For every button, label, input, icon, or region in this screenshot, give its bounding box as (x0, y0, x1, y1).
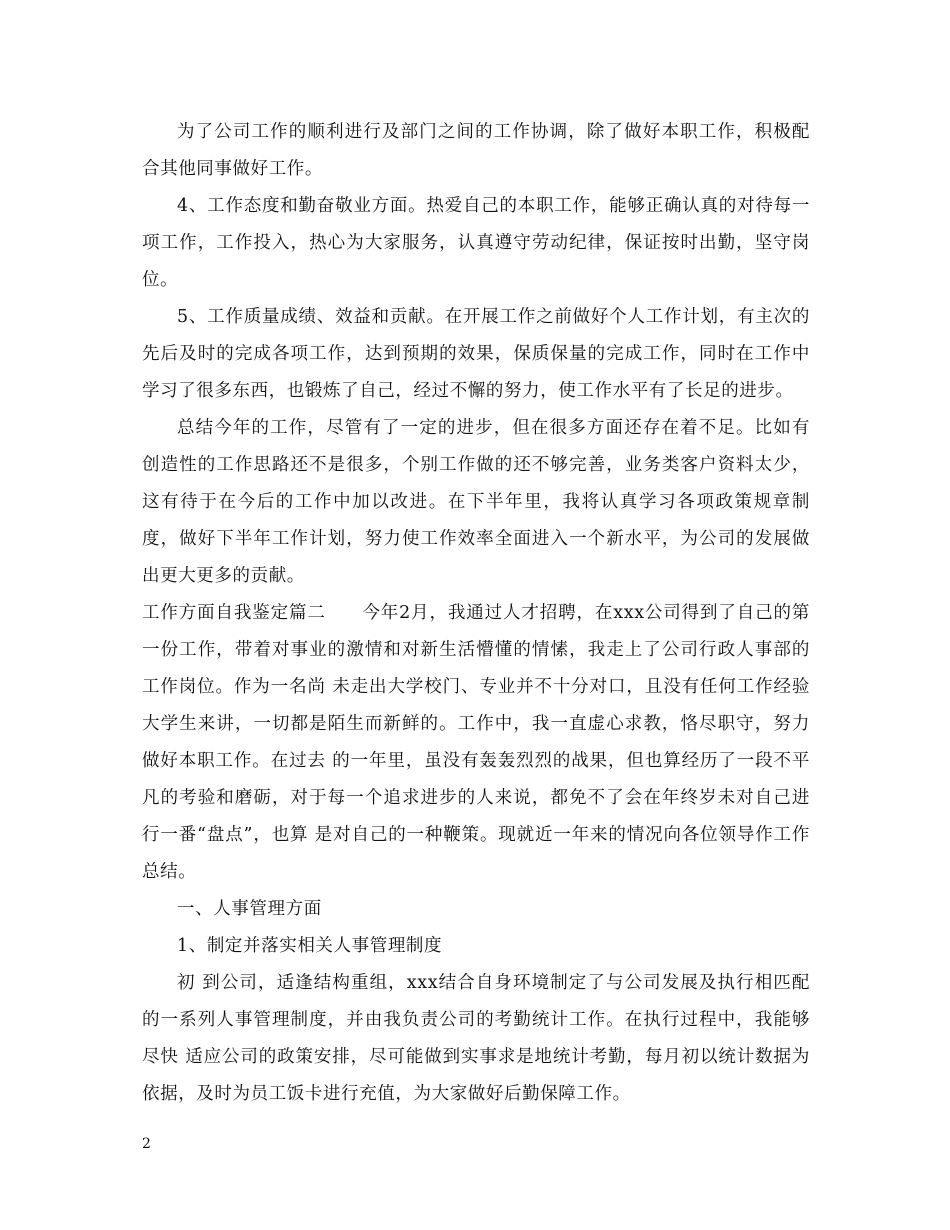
paragraph-3: 5、工作质量成绩、效益和贡献。在开展工作之前做好个人工作计划，有主次的先后及时的完成各项工作，达到预期的效果，保质保量的完成工作，同时在工作中学习了很多东西，也锻炼了自己，经过不懈的努力，使工作水平有了长足的进步。 (142, 307, 810, 401)
section-heading: 一、人事管理方面 (177, 899, 322, 919)
page-number: 2 (142, 1136, 151, 1152)
paragraph-6: 初 到公司，适逢结构重组，xxx结合自身环境制定了与公司发展及执行相匹配的一系列人事管理制度，并由我负责公司的考勤统计工作。在执行过程中，我能够尽快 适应公司的政策安排，尽可能做到实事求是地统计考勤，每月初以统计数据为依据，及时为员工饭卡进行充值，为大家做好后勤保障工作。 (142, 973, 810, 1104)
paragraph-2: 4、工作态度和勤奋敬业方面。热爱自己的本职工作，能够正确认真的对待每一项工作，工作投入，热心为大家服务，认真遵守劳动纪律，保证按时出勤，坚守岗位。 (142, 196, 810, 290)
subsection-heading: 1、制定并落实相关人事管理制度 (177, 936, 443, 956)
paragraph-4: 总结今年的工作，尽管有了一定的进步，但在很多方面还存在着不足。比如有创造性的工作思路还不是很多，个别工作做的还不够完善，业务类客户资料太少，这有待于在今后的工作中加以改进。在下半年里，我将认真学习各项政策规章制度，做好下半年工作计划，努力使工作效率全面进入一个新水平，为公司的发展做出更大更多的贡献。 (142, 418, 810, 586)
paragraph-1: 为了公司工作的顺利进行及部门之间的工作协调，除了做好本职工作，积极配合其他同事做好工作。 (142, 122, 810, 179)
document-body (142, 114, 810, 1113)
paragraph-5: 工作方面自我鉴定篇二 今年2月，我通过人才招聘，在xxx公司得到了自己的第一份工作，带着对事业的激情和对新生活懵懂的情愫，我走上了公司行政人事部的工作岗位。作为一名尚 未走出大学校门、专业并不十分对口，且没有任何工作经验大学生来讲，一切都是陌生而新鲜的。工作中，我一直虚心求教，恪尽职守，努力做好本职工作。在过去 的一年里，虽没有轰轰烈烈的战果，但也算经历了一段不平凡的考验和磨砺，对于每一个追求进步的人来说，都免不了会在年终岁未对自己进行一番“盘点”，也算 是对自己的一种鞭策。现就近一年来的情况向各位领导作工作总结。 (142, 603, 810, 882)
